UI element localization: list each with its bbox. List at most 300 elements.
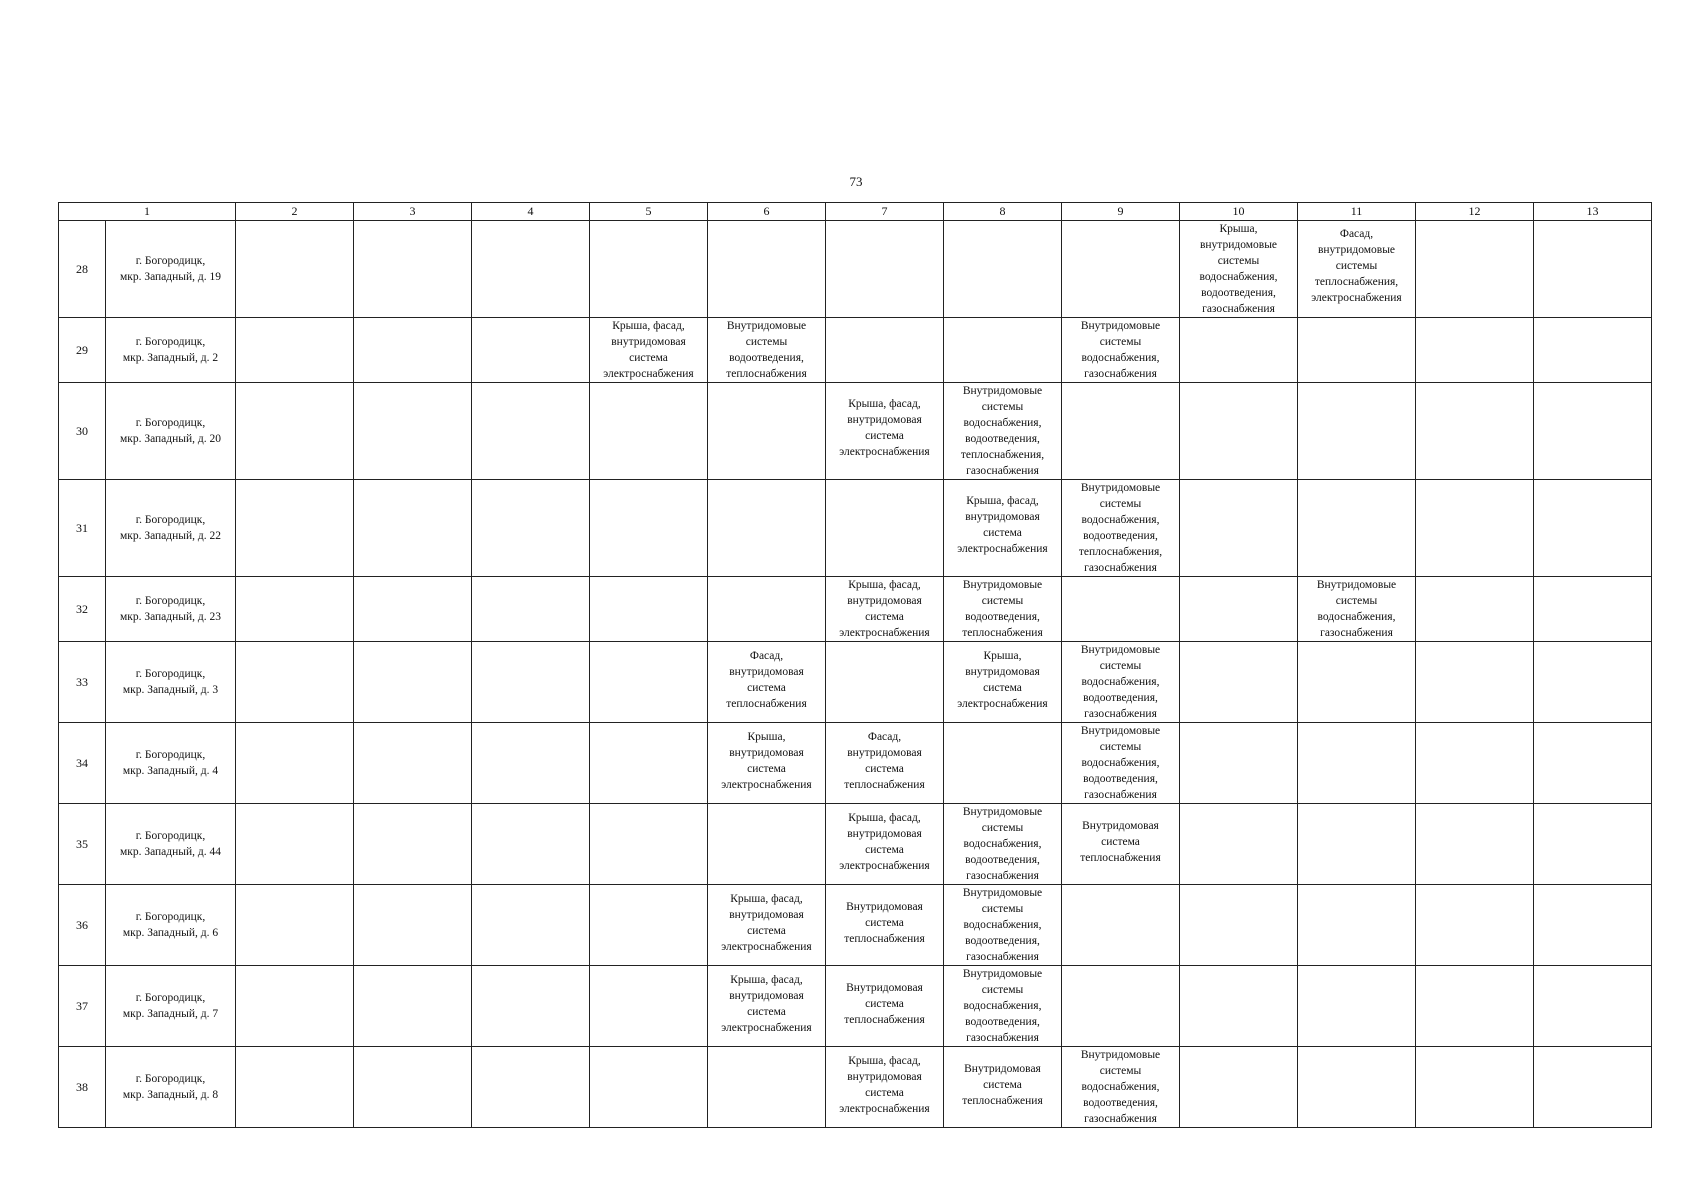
year-cell-col-12 bbox=[1416, 1047, 1534, 1128]
work-type-line: Внутридомовые bbox=[962, 385, 1043, 397]
year-cell-col-8 bbox=[944, 885, 1062, 966]
year-cell-col-7 bbox=[826, 480, 944, 577]
year-cell-col-5 bbox=[590, 383, 708, 480]
work-type-line: Внутридомовые bbox=[1080, 1049, 1161, 1061]
work-type-line: теплоснабжения, bbox=[1078, 546, 1163, 558]
work-type-line: система bbox=[865, 917, 904, 929]
year-cell-col-4 bbox=[472, 804, 590, 885]
work-type-line: системы bbox=[981, 401, 1024, 413]
year-cell-col-11 bbox=[1298, 885, 1416, 966]
work-type-line: теплоснабжения, bbox=[960, 449, 1045, 461]
row-number: 35 bbox=[59, 804, 106, 885]
work-type-line: система bbox=[865, 611, 904, 623]
work-type-line: внутридомовая bbox=[847, 828, 922, 840]
year-cell-col-3 bbox=[354, 723, 472, 804]
year-cell-col-8 bbox=[944, 642, 1062, 723]
year-cell-col-12 bbox=[1416, 480, 1534, 577]
year-cell-col-12 bbox=[1416, 383, 1534, 480]
year-cell-col-10 bbox=[1180, 966, 1298, 1047]
row-number: 36 bbox=[59, 885, 106, 966]
address-cell bbox=[106, 723, 236, 804]
address-cell bbox=[106, 966, 236, 1047]
work-type-line: водоснабжения, bbox=[1081, 676, 1160, 688]
year-cell-col-10 bbox=[1180, 577, 1298, 642]
column-header-8: 8 bbox=[944, 203, 1062, 221]
column-header-2: 2 bbox=[236, 203, 354, 221]
work-type-line: система bbox=[865, 1087, 904, 1099]
work-type-line: газоснабжения bbox=[1320, 627, 1393, 639]
work-type-line: система bbox=[629, 352, 668, 364]
address-line: г. Богородицк, bbox=[135, 911, 206, 923]
year-cell-col-3 bbox=[354, 221, 472, 318]
work-type-line: внутридомовая bbox=[847, 414, 922, 426]
page-number: 73 bbox=[849, 174, 863, 189]
work-type-line: водоотведения, bbox=[1083, 692, 1158, 704]
year-cell-col-10 bbox=[1180, 723, 1298, 804]
address-line: мкр. Западный, д. 23 bbox=[119, 611, 222, 623]
year-cell-col-9 bbox=[1062, 1047, 1180, 1128]
work-type-line: система bbox=[865, 844, 904, 856]
year-cell-col-10 bbox=[1180, 221, 1298, 318]
table-row bbox=[59, 1047, 1652, 1128]
year-cell-col-6 bbox=[708, 966, 826, 1047]
work-type-line: электроснабжения bbox=[957, 543, 1048, 555]
work-type-line: водоснабжения, bbox=[1081, 514, 1160, 526]
work-type-line: система bbox=[983, 682, 1022, 694]
work-type-line: электроснабжения bbox=[839, 860, 930, 872]
work-type-line: электроснабжения bbox=[1311, 292, 1402, 304]
year-cell-col-4 bbox=[472, 885, 590, 966]
work-type-line: внутридомовые bbox=[1199, 239, 1278, 251]
year-cell-col-11 bbox=[1298, 1047, 1416, 1128]
column-header-9: 9 bbox=[1062, 203, 1180, 221]
work-type-line: внутридомовая bbox=[847, 595, 922, 607]
year-cell-col-3 bbox=[354, 885, 472, 966]
year-cell-col-13 bbox=[1534, 804, 1652, 885]
year-cell-col-6 bbox=[708, 318, 826, 383]
year-cell-col-3 bbox=[354, 480, 472, 577]
year-cell-col-6 bbox=[708, 642, 826, 723]
table-row bbox=[59, 480, 1652, 577]
address-line: г. Богородицк, bbox=[135, 514, 206, 526]
table-row bbox=[59, 723, 1652, 804]
year-cell-col-3 bbox=[354, 642, 472, 723]
year-cell-col-2 bbox=[236, 723, 354, 804]
work-type-line: водоотведения, bbox=[965, 611, 1040, 623]
work-type-line: электроснабжения bbox=[721, 779, 812, 791]
address-line: мкр. Западный, д. 44 bbox=[119, 846, 222, 858]
work-type-line: система bbox=[747, 1006, 786, 1018]
work-type-line: Внутридомовая bbox=[846, 901, 923, 913]
work-type-line: внутридомовая bbox=[729, 666, 804, 678]
column-header-5: 5 bbox=[590, 203, 708, 221]
work-type-line: системы bbox=[1099, 660, 1142, 672]
year-cell-col-13 bbox=[1534, 723, 1652, 804]
year-cell-col-5 bbox=[590, 885, 708, 966]
work-type-line: система bbox=[747, 925, 786, 937]
column-header-4: 4 bbox=[472, 203, 590, 221]
year-cell-col-3 bbox=[354, 966, 472, 1047]
year-cell-col-5 bbox=[590, 480, 708, 577]
column-header-10: 10 bbox=[1180, 203, 1298, 221]
year-cell-col-7 bbox=[826, 221, 944, 318]
work-type-line: газоснабжения bbox=[1084, 708, 1157, 720]
work-type-line: водоотведения, bbox=[965, 433, 1040, 445]
work-type-line: водоснабжения, bbox=[1199, 271, 1278, 283]
year-cell-col-9 bbox=[1062, 480, 1180, 577]
year-cell-col-2 bbox=[236, 804, 354, 885]
year-cell-col-10 bbox=[1180, 318, 1298, 383]
year-cell-col-10 bbox=[1180, 383, 1298, 480]
year-cell-col-9 bbox=[1062, 383, 1180, 480]
work-type-line: водоотведения, bbox=[1201, 287, 1276, 299]
row-number: 31 bbox=[59, 480, 106, 577]
work-type-line: Крыша, bbox=[747, 731, 786, 743]
address-cell bbox=[106, 221, 236, 318]
year-cell-col-6 bbox=[708, 221, 826, 318]
table-row bbox=[59, 966, 1652, 1047]
year-cell-col-10 bbox=[1180, 804, 1298, 885]
year-cell-col-3 bbox=[354, 804, 472, 885]
year-cell-col-4 bbox=[472, 480, 590, 577]
year-cell-col-11 bbox=[1298, 221, 1416, 318]
work-type-line: Внутридомовая bbox=[846, 982, 923, 994]
work-type-line: системы bbox=[981, 595, 1024, 607]
column-header-3: 3 bbox=[354, 203, 472, 221]
year-cell-col-4 bbox=[472, 577, 590, 642]
work-type-line: Внутридомовые bbox=[1080, 482, 1161, 494]
work-type-line: Фасад, bbox=[1339, 228, 1374, 240]
work-type-line: Внутридомовая bbox=[964, 1063, 1041, 1075]
address-line: г. Богородицк, bbox=[135, 668, 206, 680]
work-type-line: электроснабжения bbox=[721, 941, 812, 953]
column-header-13: 13 bbox=[1534, 203, 1652, 221]
work-type-line: Крыша, bbox=[983, 650, 1022, 662]
column-header-1: 1 bbox=[59, 203, 236, 221]
work-type-line: системы bbox=[981, 903, 1024, 915]
year-cell-col-4 bbox=[472, 966, 590, 1047]
year-cell-col-5 bbox=[590, 577, 708, 642]
year-cell-col-10 bbox=[1180, 642, 1298, 723]
row-number: 29 bbox=[59, 318, 106, 383]
work-type-line: газоснабжения bbox=[966, 951, 1039, 963]
work-type-line: газоснабжения bbox=[1084, 789, 1157, 801]
work-type-line: водоотведения, bbox=[729, 352, 804, 364]
work-type-line: внутридомовая bbox=[611, 336, 686, 348]
work-type-line: Крыша, фасад, bbox=[848, 579, 921, 591]
work-type-line: теплоснабжения bbox=[962, 627, 1043, 639]
work-type-line: теплоснабжения bbox=[1080, 852, 1161, 864]
work-type-line: теплоснабжения bbox=[726, 368, 807, 380]
year-cell-col-11 bbox=[1298, 318, 1416, 383]
year-cell-col-11 bbox=[1298, 966, 1416, 1047]
work-type-line: Внутридомовые bbox=[962, 968, 1043, 980]
work-type-line: системы bbox=[1335, 595, 1378, 607]
address-line: мкр. Западный, д. 4 bbox=[122, 765, 219, 777]
work-type-line: газоснабжения bbox=[966, 465, 1039, 477]
year-cell-col-5 bbox=[590, 723, 708, 804]
column-header-7: 7 bbox=[826, 203, 944, 221]
address-line: г. Богородицк, bbox=[135, 336, 206, 348]
column-number-row bbox=[59, 203, 1652, 221]
year-cell-col-6 bbox=[708, 885, 826, 966]
year-cell-col-3 bbox=[354, 383, 472, 480]
work-type-line: внутридомовая bbox=[965, 666, 1040, 678]
year-cell-col-8 bbox=[944, 966, 1062, 1047]
year-cell-col-4 bbox=[472, 383, 590, 480]
work-type-line: водоотведения, bbox=[965, 854, 1040, 866]
work-type-line: теплоснабжения bbox=[726, 698, 807, 710]
year-cell-col-13 bbox=[1534, 577, 1652, 642]
work-type-line: внутридомовая bbox=[965, 511, 1040, 523]
table-row bbox=[59, 804, 1652, 885]
work-type-line: системы bbox=[1099, 741, 1142, 753]
year-cell-col-10 bbox=[1180, 1047, 1298, 1128]
year-cell-col-13 bbox=[1534, 383, 1652, 480]
work-type-line: Крыша, фасад, bbox=[848, 1055, 921, 1067]
table-row bbox=[59, 885, 1652, 966]
address-cell bbox=[106, 480, 236, 577]
work-type-line: водоотведения, bbox=[1083, 1097, 1158, 1109]
row-number: 34 bbox=[59, 723, 106, 804]
address-line: мкр. Западный, д. 20 bbox=[119, 433, 222, 445]
year-cell-col-6 bbox=[708, 1047, 826, 1128]
work-type-line: электроснабжения bbox=[603, 368, 694, 380]
work-type-line: Крыша, фасад, bbox=[966, 495, 1039, 507]
address-cell bbox=[106, 318, 236, 383]
work-type-line: система bbox=[747, 763, 786, 775]
work-type-line: теплоснабжения bbox=[844, 1014, 925, 1026]
work-type-line: системы bbox=[981, 822, 1024, 834]
year-cell-col-12 bbox=[1416, 642, 1534, 723]
year-cell-col-7 bbox=[826, 577, 944, 642]
year-cell-col-7 bbox=[826, 642, 944, 723]
year-cell-col-7 bbox=[826, 723, 944, 804]
year-cell-col-9 bbox=[1062, 577, 1180, 642]
address-cell bbox=[106, 1047, 236, 1128]
year-cell-col-6 bbox=[708, 804, 826, 885]
work-type-line: системы bbox=[1099, 336, 1142, 348]
year-cell-col-5 bbox=[590, 966, 708, 1047]
address-line: г. Богородицк, bbox=[135, 830, 206, 842]
year-cell-col-5 bbox=[590, 221, 708, 318]
work-type-line: системы bbox=[1099, 1065, 1142, 1077]
year-cell-col-10 bbox=[1180, 885, 1298, 966]
year-cell-col-13 bbox=[1534, 966, 1652, 1047]
work-type-line: внутридомовая bbox=[729, 747, 804, 759]
work-type-line: внутридомовая bbox=[847, 1071, 922, 1083]
column-header-12: 12 bbox=[1416, 203, 1534, 221]
year-cell-col-6 bbox=[708, 723, 826, 804]
year-cell-col-11 bbox=[1298, 804, 1416, 885]
work-type-line: Фасад, bbox=[867, 731, 902, 743]
work-type-line: водоснабжения, bbox=[1081, 352, 1160, 364]
work-type-line: водоснабжения, bbox=[963, 1000, 1042, 1012]
table-row bbox=[59, 642, 1652, 723]
year-cell-col-13 bbox=[1534, 1047, 1652, 1128]
year-cell-col-7 bbox=[826, 383, 944, 480]
year-cell-col-4 bbox=[472, 723, 590, 804]
year-cell-col-3 bbox=[354, 318, 472, 383]
work-type-line: электроснабжения bbox=[839, 1103, 930, 1115]
year-cell-col-11 bbox=[1298, 577, 1416, 642]
year-cell-col-9 bbox=[1062, 221, 1180, 318]
year-cell-col-2 bbox=[236, 966, 354, 1047]
year-cell-col-9 bbox=[1062, 966, 1180, 1047]
work-type-line: система bbox=[865, 763, 904, 775]
year-cell-col-10 bbox=[1180, 480, 1298, 577]
year-cell-col-8 bbox=[944, 480, 1062, 577]
year-cell-col-2 bbox=[236, 383, 354, 480]
work-type-line: система bbox=[865, 998, 904, 1010]
row-number: 33 bbox=[59, 642, 106, 723]
row-number: 28 bbox=[59, 221, 106, 318]
work-type-line: водоснабжения, bbox=[963, 417, 1042, 429]
year-cell-col-2 bbox=[236, 885, 354, 966]
year-cell-col-11 bbox=[1298, 383, 1416, 480]
row-number: 32 bbox=[59, 577, 106, 642]
address-line: мкр. Западный, д. 22 bbox=[119, 530, 222, 542]
year-cell-col-4 bbox=[472, 1047, 590, 1128]
work-type-line: газоснабжения bbox=[1084, 1113, 1157, 1125]
year-cell-col-12 bbox=[1416, 804, 1534, 885]
year-cell-col-12 bbox=[1416, 723, 1534, 804]
year-cell-col-4 bbox=[472, 318, 590, 383]
year-cell-col-9 bbox=[1062, 723, 1180, 804]
work-type-line: внутридомовая bbox=[729, 909, 804, 921]
year-cell-col-9 bbox=[1062, 804, 1180, 885]
address-line: мкр. Западный, д. 19 bbox=[119, 271, 222, 283]
address-cell bbox=[106, 804, 236, 885]
work-type-line: водоснабжения, bbox=[963, 919, 1042, 931]
year-cell-col-3 bbox=[354, 577, 472, 642]
work-type-line: система bbox=[983, 527, 1022, 539]
year-cell-col-11 bbox=[1298, 480, 1416, 577]
row-number: 30 bbox=[59, 383, 106, 480]
work-type-line: водоотведения, bbox=[965, 935, 1040, 947]
work-type-line: водоснабжения, bbox=[1081, 1081, 1160, 1093]
work-type-line: водоснабжения, bbox=[1317, 611, 1396, 623]
address-line: мкр. Западный, д. 2 bbox=[122, 352, 219, 364]
work-type-line: Внутридомовые bbox=[1316, 579, 1397, 591]
year-cell-col-4 bbox=[472, 642, 590, 723]
work-type-line: электроснабжения bbox=[839, 627, 930, 639]
year-cell-col-7 bbox=[826, 318, 944, 383]
year-cell-col-7 bbox=[826, 804, 944, 885]
work-type-line: Крыша, фасад, bbox=[730, 974, 803, 986]
work-type-line: системы bbox=[1217, 255, 1260, 267]
address-line: мкр. Западный, д. 3 bbox=[122, 684, 219, 696]
year-cell-col-2 bbox=[236, 1047, 354, 1128]
work-type-line: электроснабжения bbox=[721, 1022, 812, 1034]
work-type-line: система bbox=[1101, 836, 1140, 848]
address-line: мкр. Западный, д. 8 bbox=[122, 1089, 219, 1101]
year-cell-col-5 bbox=[590, 804, 708, 885]
year-cell-col-2 bbox=[236, 221, 354, 318]
table-row bbox=[59, 221, 1652, 318]
repair-schedule-table bbox=[58, 202, 1652, 1128]
year-cell-col-9 bbox=[1062, 318, 1180, 383]
year-cell-col-12 bbox=[1416, 885, 1534, 966]
table-body bbox=[59, 221, 1652, 1128]
column-header-11: 11 bbox=[1298, 203, 1416, 221]
work-type-line: системы bbox=[1335, 260, 1378, 272]
work-type-line: Крыша, фасад, bbox=[730, 893, 803, 905]
table-row bbox=[59, 383, 1652, 480]
year-cell-col-6 bbox=[708, 383, 826, 480]
year-cell-col-13 bbox=[1534, 221, 1652, 318]
year-cell-col-2 bbox=[236, 577, 354, 642]
year-cell-col-2 bbox=[236, 480, 354, 577]
work-type-line: Внутридомовые bbox=[962, 887, 1043, 899]
year-cell-col-2 bbox=[236, 642, 354, 723]
year-cell-col-6 bbox=[708, 480, 826, 577]
address-line: мкр. Западный, д. 7 bbox=[122, 1008, 219, 1020]
year-cell-col-2 bbox=[236, 318, 354, 383]
work-type-line: водоотведения, bbox=[965, 1016, 1040, 1028]
work-type-line: система bbox=[983, 1079, 1022, 1091]
work-type-line: Крыша, фасад, bbox=[848, 398, 921, 410]
year-cell-col-7 bbox=[826, 1047, 944, 1128]
work-type-line: Фасад, bbox=[749, 650, 784, 662]
address-cell bbox=[106, 885, 236, 966]
year-cell-col-12 bbox=[1416, 318, 1534, 383]
year-cell-col-13 bbox=[1534, 480, 1652, 577]
work-type-line: газоснабжения bbox=[1202, 303, 1275, 315]
work-type-line: Внутридомовые bbox=[962, 579, 1043, 591]
work-type-line: электроснабжения bbox=[839, 446, 930, 458]
work-type-line: внутридомовая bbox=[847, 747, 922, 759]
work-type-line: система bbox=[747, 682, 786, 694]
address-line: г. Богородицк, bbox=[135, 749, 206, 761]
work-type-line: Крыша, фасад, bbox=[612, 320, 685, 332]
address-cell bbox=[106, 642, 236, 723]
year-cell-col-9 bbox=[1062, 642, 1180, 723]
work-type-line: Внутридомовые bbox=[962, 806, 1043, 818]
work-type-line: Крыша, bbox=[1219, 223, 1258, 235]
table-row bbox=[59, 318, 1652, 383]
table-row bbox=[59, 577, 1652, 642]
year-cell-col-11 bbox=[1298, 723, 1416, 804]
work-type-line: Внутридомовые bbox=[1080, 320, 1161, 332]
work-type-line: системы bbox=[981, 984, 1024, 996]
year-cell-col-7 bbox=[826, 966, 944, 1047]
work-type-line: Внутридомовые bbox=[726, 320, 807, 332]
address-line: г. Богородицк, bbox=[135, 417, 206, 429]
year-cell-col-8 bbox=[944, 723, 1062, 804]
work-type-line: водоснабжения, bbox=[1081, 757, 1160, 769]
year-cell-col-13 bbox=[1534, 885, 1652, 966]
year-cell-col-12 bbox=[1416, 577, 1534, 642]
year-cell-col-5 bbox=[590, 1047, 708, 1128]
work-type-line: теплоснабжения bbox=[844, 779, 925, 791]
work-type-line: теплоснабжения bbox=[844, 933, 925, 945]
work-type-line: Внутридомовые bbox=[1080, 644, 1161, 656]
column-header-6: 6 bbox=[708, 203, 826, 221]
work-type-line: внутридомовая bbox=[729, 990, 804, 1002]
year-cell-col-5 bbox=[590, 642, 708, 723]
year-cell-col-8 bbox=[944, 318, 1062, 383]
table-header bbox=[59, 203, 1652, 221]
year-cell-col-9 bbox=[1062, 885, 1180, 966]
year-cell-col-8 bbox=[944, 1047, 1062, 1128]
year-cell-col-8 bbox=[944, 383, 1062, 480]
address-cell bbox=[106, 577, 236, 642]
address-line: мкр. Западный, д. 6 bbox=[122, 927, 219, 939]
work-type-line: внутридомовые bbox=[1317, 244, 1396, 256]
year-cell-col-12 bbox=[1416, 966, 1534, 1047]
year-cell-col-6 bbox=[708, 577, 826, 642]
